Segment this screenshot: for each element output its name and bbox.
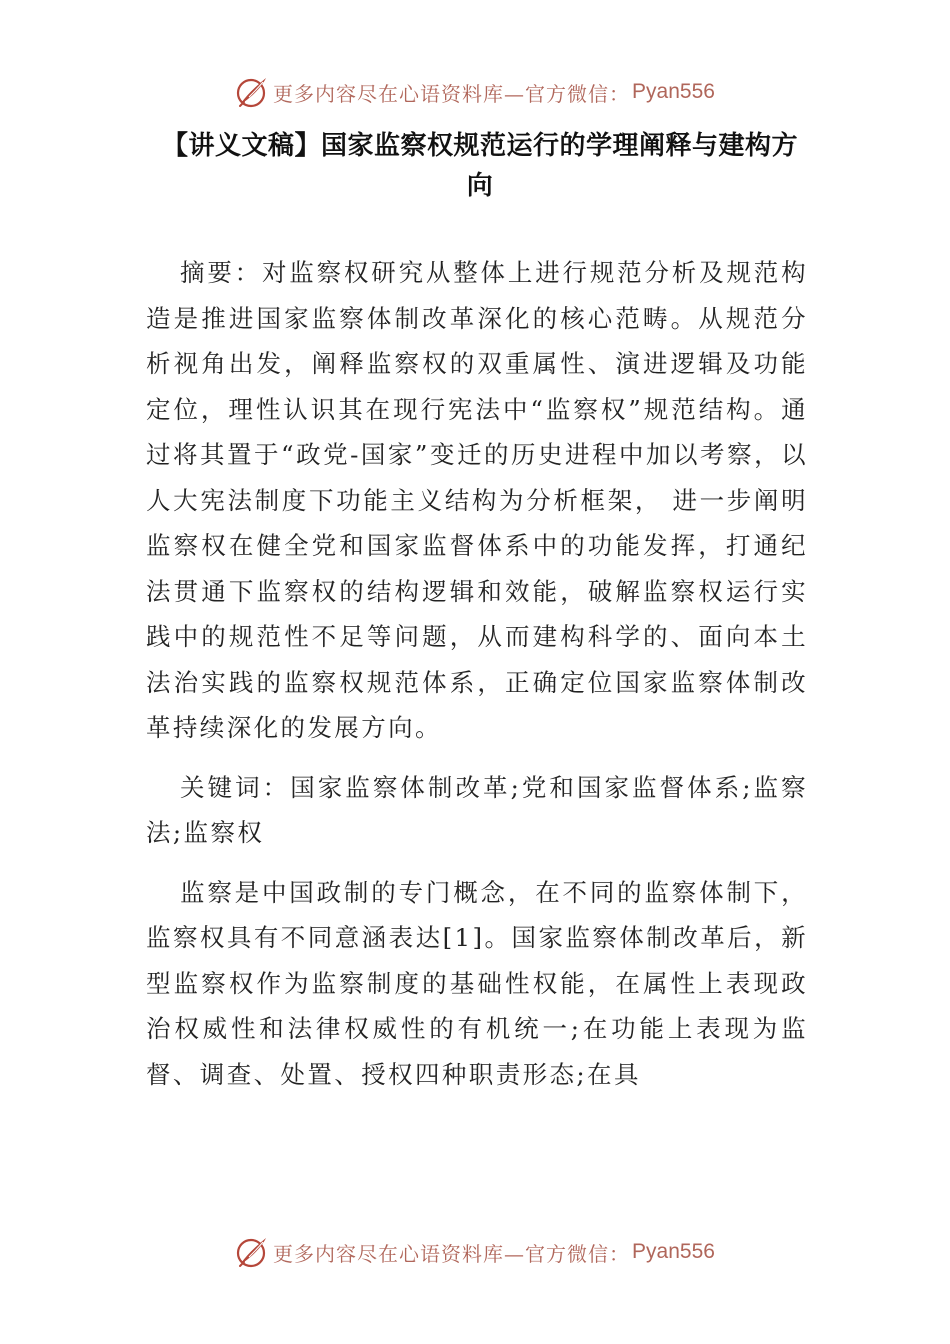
header-banner <box>0 70 950 114</box>
banner-text: 更多内容尽在心语资料库—官方微信： <box>273 1241 631 1266</box>
quill-pen-logo-icon <box>235 75 269 109</box>
wechat-id: Pyan556 <box>632 1240 715 1263</box>
body-paragraph: 监察是中国政制的专门概念，在不同的监察体制下，监察权具有不同意涵表达[1]。国家监察体制改革后，新型监察权作为监察制度的基础性权能，在属性上表现政治权威性和法律权威性的有机统一;在功能上表现为监督、调查、处置、授权四种职责形态;在具 <box>146 877 808 1089</box>
keywords-paragraph: 关键词：国家监察体制改革;党和国家监督体系;监察法;监察权 <box>146 772 808 847</box>
wechat-id: Pyan556 <box>632 80 715 103</box>
quill-pen-logo-icon <box>235 1235 269 1269</box>
banner-text: 更多内容尽在心语资料库—官方微信： <box>273 81 631 106</box>
abstract-paragraph: 摘要：对监察权研究从整体上进行规范分析及规范构造是推进国家监察体制改革深化的核心范畴。从规范分析视角出发，阐释监察权的双重属性、演进逻辑及功能定位，理性认识其在现行宪法中“监察权”规范结构。通过将其置于“政党-国家”变迁的历史进程中加以考察，以人大宪法制度下功能主义结构为分析框架， 进一步阐明监察权在健全党和国家监督体系中的功能发挥，打通纪法贯通下监察权的结构逻辑和效能，破解监察权运行实践中的规范性不足等问题，从而建构科学的、面向本土法治实践的监察权规范体系，正确定位国家监察体制改革持续深化的发展方向。 <box>146 258 808 742</box>
document-title: 【讲义文稿】国家监察权规范运行的学理阐释与建构方向 <box>161 131 798 201</box>
document-body <box>146 250 808 1111</box>
footer-banner <box>0 1230 950 1274</box>
